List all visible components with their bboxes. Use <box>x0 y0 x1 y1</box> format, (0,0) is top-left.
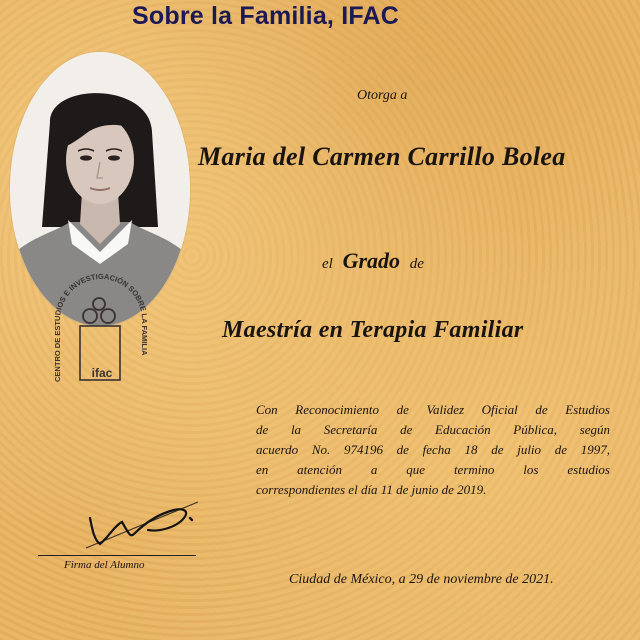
recipient-name: Maria del Carmen Carrillo Bolea <box>198 142 566 171</box>
rvoe-line: correspondientes el día 11 de junio de 2019. <box>256 482 487 497</box>
seal-logo-text: ifac <box>91 366 113 380</box>
institution-title: Sobre la Familia, IFAC <box>132 2 399 30</box>
grants-text: Otorga a <box>357 88 408 103</box>
degree-word: Grado <box>342 248 401 273</box>
degree-suffix: de <box>409 256 424 272</box>
rvoe-line: acuerdo No. 974196 de fecha 18 de julio de 1997, <box>256 442 610 457</box>
rvoe-paragraph <box>256 400 610 500</box>
rvoe-line: en atención a que termino los estudios <box>256 462 610 477</box>
institution-seal <box>52 250 150 390</box>
place-and-date: Ciudad de México, a 29 de noviembre de 2021. <box>289 572 554 587</box>
signature-label: Firma del Alumno <box>64 559 145 571</box>
student-signature <box>78 488 208 558</box>
rvoe-line: Con Reconocimiento de Validez Oficial de Estudios <box>256 402 610 417</box>
seal-arc-text: CENTRO DE ESTUDIOS E INVESTIGACIÓN SOBRE LA FAMILIA <box>52 272 149 382</box>
rvoe-line: de la Secretaría de Educación Pública, según <box>256 422 610 437</box>
degree-name: Maestría en Terapia Familiar <box>222 317 524 343</box>
signature-line <box>38 555 196 556</box>
degree-line <box>322 248 424 274</box>
degree-prefix: el <box>322 256 333 272</box>
